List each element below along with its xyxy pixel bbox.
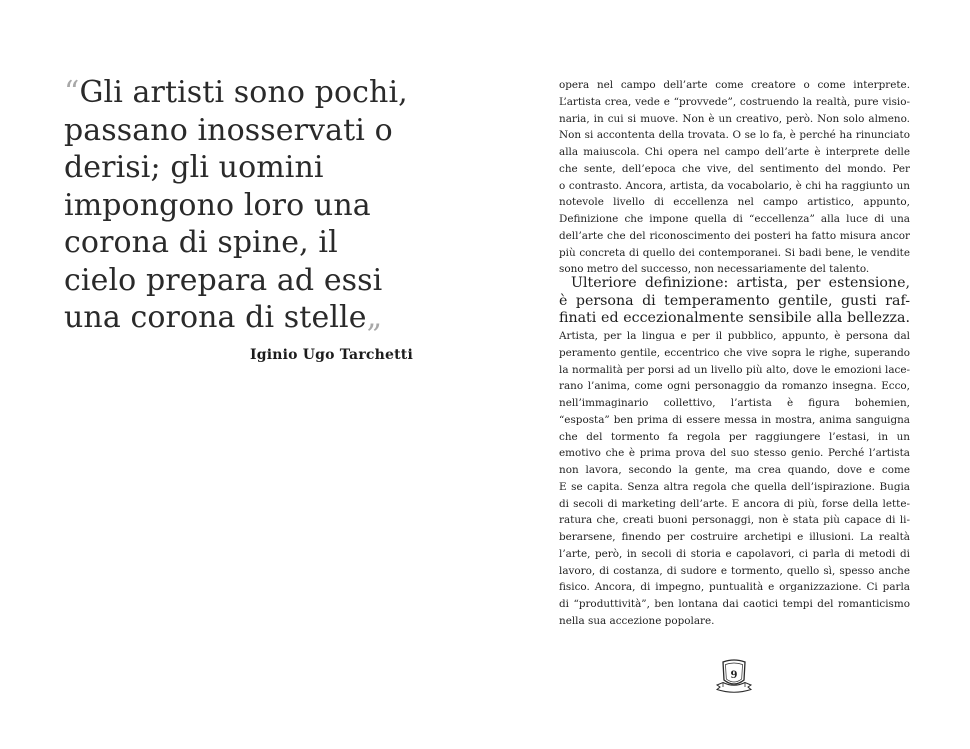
subheading [559,275,910,328]
text-line: la normalità per porsi ad un livello più alto, dove le emozioni lace- [559,363,910,376]
text-line: alla maiuscola. Chi opera nel campo dell’arte è interprete delle [559,146,910,158]
paragraph-2 [559,328,910,630]
page-number-badge [714,658,754,696]
text-line: berarsene, finendo per costruire archetipi e illusioni. La realtà [559,531,910,543]
text-line: o contrasto. Ancora, artista, da vocabolario, è chi ha raggiunto un [559,179,910,192]
page-number: 9 [730,670,738,681]
text-line: dell’arte che del riconoscimento dei posteri ha fatto misura ancor [559,229,910,242]
right-page [485,0,970,749]
text-line: fisico. Ancora, di impegno, puntualità e organizzazione. Ci parla [559,581,910,594]
subheading-line: è persona di temperamento gentile, gusti raf- [559,292,910,309]
text-line: che del tormento fa regola per raggiungere l’estasi, in un [559,430,910,443]
text-line: emotivo che è prima prova del suo stesso genio. Perché l’artista [559,447,910,460]
text-line: lavoro, di costanza, di sudore e tormento, quello sì, spesso anche [559,564,910,577]
text-line: E se capita. Senza altra regola che quella dell’ispirazione. Bugia [559,480,910,493]
close-quote-mark: „ [366,300,383,335]
text-line: nella sua accezione popolare. [559,614,715,627]
text-line: rano l’anima, come ogni personaggio da romanzo insegna. Ecco, [559,380,910,393]
paragraph-1 [559,77,910,278]
quote-text: Gli artisti sono pochi, [79,75,408,110]
quote-line: cielo prepara ad essi [64,262,383,298]
quote-line: impongono loro una [64,187,371,223]
quote-author: Iginio Ugo Tarchetti [250,347,413,363]
text-line: L’artista crea, vede e “provvede”, costruendo la realtà, pure visio- [559,95,910,108]
text-line: sono metro del successo, non necessariamente del talento. [559,263,870,276]
quote-line [64,74,464,112]
quote-line [64,299,464,337]
text-line: peramento gentile, eccentrico che vive sopra le righe, superando [559,346,910,359]
text-line: non lavora, secondo la gente, ma crea quando, dove e come [559,464,910,476]
open-quote-mark: “ [64,75,80,110]
text-line: di “produttività”, ben lontana dai caotici tempi del romanticismo [559,598,910,610]
text-line: notevole livello di eccellenza nel campo artistico, appunto, [559,196,910,209]
quote-line: passano inosservati o [64,112,393,148]
quote-line: derisi; gli uomini [64,150,324,185]
text-line: Non si accontenta della trovata. O se lo fa, è perché ha rinunciato [559,129,910,142]
epigraph-quote [64,74,464,337]
text-line: di secoli di marketing dell’arte. E ancora di più, forse della lette- [559,497,910,510]
text-line: Definizione che impone quella di “eccellenza” alla luce di una [559,213,910,225]
text-line: l’arte, però, in secoli di storia e capolavori, ci parla di metodi di [559,547,910,560]
text-line: più concreta di quello dei contemporanei. Si badi bene, le vendite [559,246,910,259]
quote-line: corona di spine, il [64,225,338,260]
text-line: ratura che, creati buoni personaggi, non è stata più capace di li- [559,514,910,527]
text-line: nell’immaginario collettivo, l’artista è figura bohemien, [559,397,910,409]
quote-text: una corona di stelle [64,300,367,335]
text-line: opera nel campo dell’arte come creatore o come interprete. [559,79,910,91]
text-line: che sente, dell’epoca che vive, del sentimento del mondo. Per [559,162,910,175]
subheading-line: finati ed eccezionalmente sensibile alla bellezza. [559,310,910,327]
text-line: Artista, per la lingua e per il pubblico, appunto, è persona dal [559,330,910,342]
text-line: “esposta” ben prima di essere messa in mostra, anima sanguigna [559,413,910,426]
text-line: naria, in cui si muove. Non è un creativo, però. Non solo almeno. [559,112,910,125]
subheading-line: Ulteriore definizione: artista, per estensione, [571,275,910,291]
